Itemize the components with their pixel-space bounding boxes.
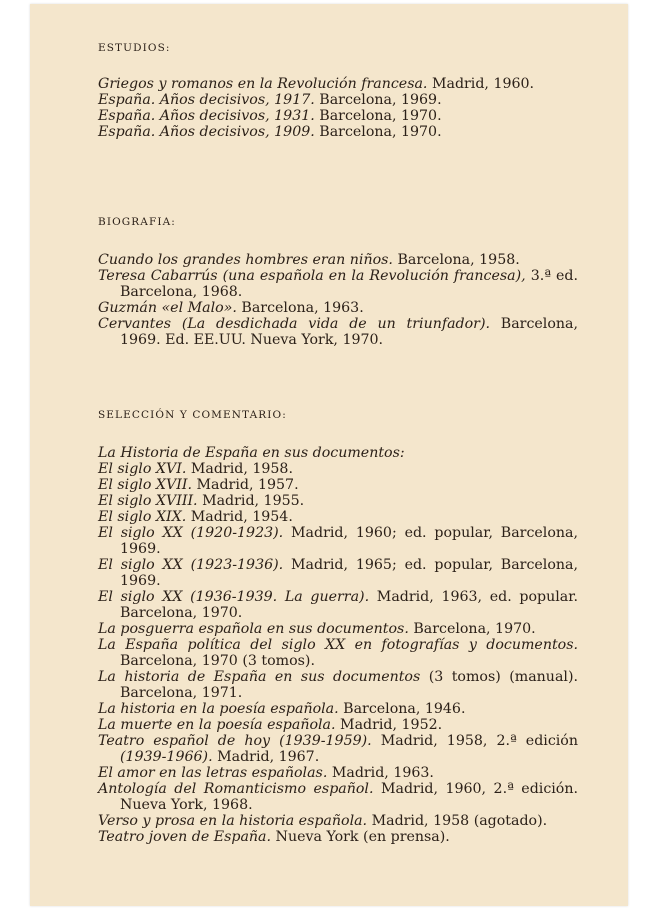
section-heading: ESTUDIOS: (98, 42, 171, 54)
list-item: Guzmán «el Malo». Barcelona, 1963. (98, 300, 364, 316)
list-item: La Historia de España en sus documentos: (98, 445, 405, 461)
list-item: El amor en las letras españolas. Madrid, 1963. (98, 765, 434, 781)
list-item: La posguerra española en sus documentos. Barcelona, 1970. (98, 621, 536, 637)
entry-list (98, 252, 578, 348)
list-item: La historia de España en sus documentos (3 tomos) (manual). Barcelona, 1971. (98, 669, 578, 701)
list-item: Verso y prosa en la historia española. Madrid, 1958 (agotado). (98, 813, 548, 829)
list-item: El siglo XX (1936-1939. La guerra). Madrid, 1963, ed. popular. Barcelona, 1970. (98, 589, 578, 621)
list-item: Cervantes (La desdichada vida de un triunfador). Barcelona, 1969. Ed. EE.UU. Nueva York, 1970. (98, 316, 578, 348)
entry-list (98, 76, 578, 140)
list-item: El siglo XVIII. Madrid, 1955. (98, 493, 305, 509)
list-item: España. Años decisivos, 1931. Barcelona, 1970. (98, 108, 442, 124)
entry-list (98, 445, 578, 845)
list-item: La España política del siglo XX en fotografías y documentos. Barcelona, 1970 (3 tomos). (98, 637, 578, 669)
list-item: España. Años decisivos, 1909. Barcelona, 1970. (98, 124, 442, 140)
section-heading: SELECCIÓN Y COMENTARIO: (98, 409, 287, 421)
section-seleccion-comentario (98, 409, 578, 845)
list-item: Cuando los grandes hombres eran niños. Barcelona, 1958. (98, 252, 520, 268)
book-page (30, 4, 628, 906)
section-estudios (98, 42, 578, 140)
list-item: El siglo XX (1920-1923). Madrid, 1960; ed. popular, Barcelona, 1969. (98, 525, 578, 557)
list-item: La historia en la poesía española. Barcelona, 1946. (98, 701, 466, 717)
list-item: Antología del Romanticismo español. Madrid, 1960, 2.ª edición. Nueva York, 1968. (98, 781, 578, 813)
list-item: Teatro joven de España. Nueva York (en prensa). (98, 829, 450, 845)
list-item: El siglo XX (1923-1936). Madrid, 1965; ed. popular, Barcelona, 1969. (98, 557, 578, 589)
list-item: El siglo XIX. Madrid, 1954. (98, 509, 293, 525)
list-item: Griegos y romanos en la Revolución francesa. Madrid, 1960. (98, 76, 535, 92)
list-item: El siglo XVI. Madrid, 1958. (98, 461, 293, 477)
section-biografia (98, 216, 578, 348)
list-item: El siglo XVII. Madrid, 1957. (98, 477, 299, 493)
list-item: España. Años decisivos, 1917. Barcelona, 1969. (98, 92, 442, 108)
list-item: Teresa Cabarrús (una española en la Revolución francesa), 3.ª ed. Barcelona, 1968. (98, 268, 578, 300)
list-item: La muerte en la poesía española. Madrid, 1952. (98, 717, 443, 733)
list-item: Teatro español de hoy (1939-1959). Madrid, 1958, 2.ª edición (1939-1966). Madrid, 1967. (98, 733, 578, 765)
section-heading: BIOGRAFIA: (98, 216, 176, 228)
